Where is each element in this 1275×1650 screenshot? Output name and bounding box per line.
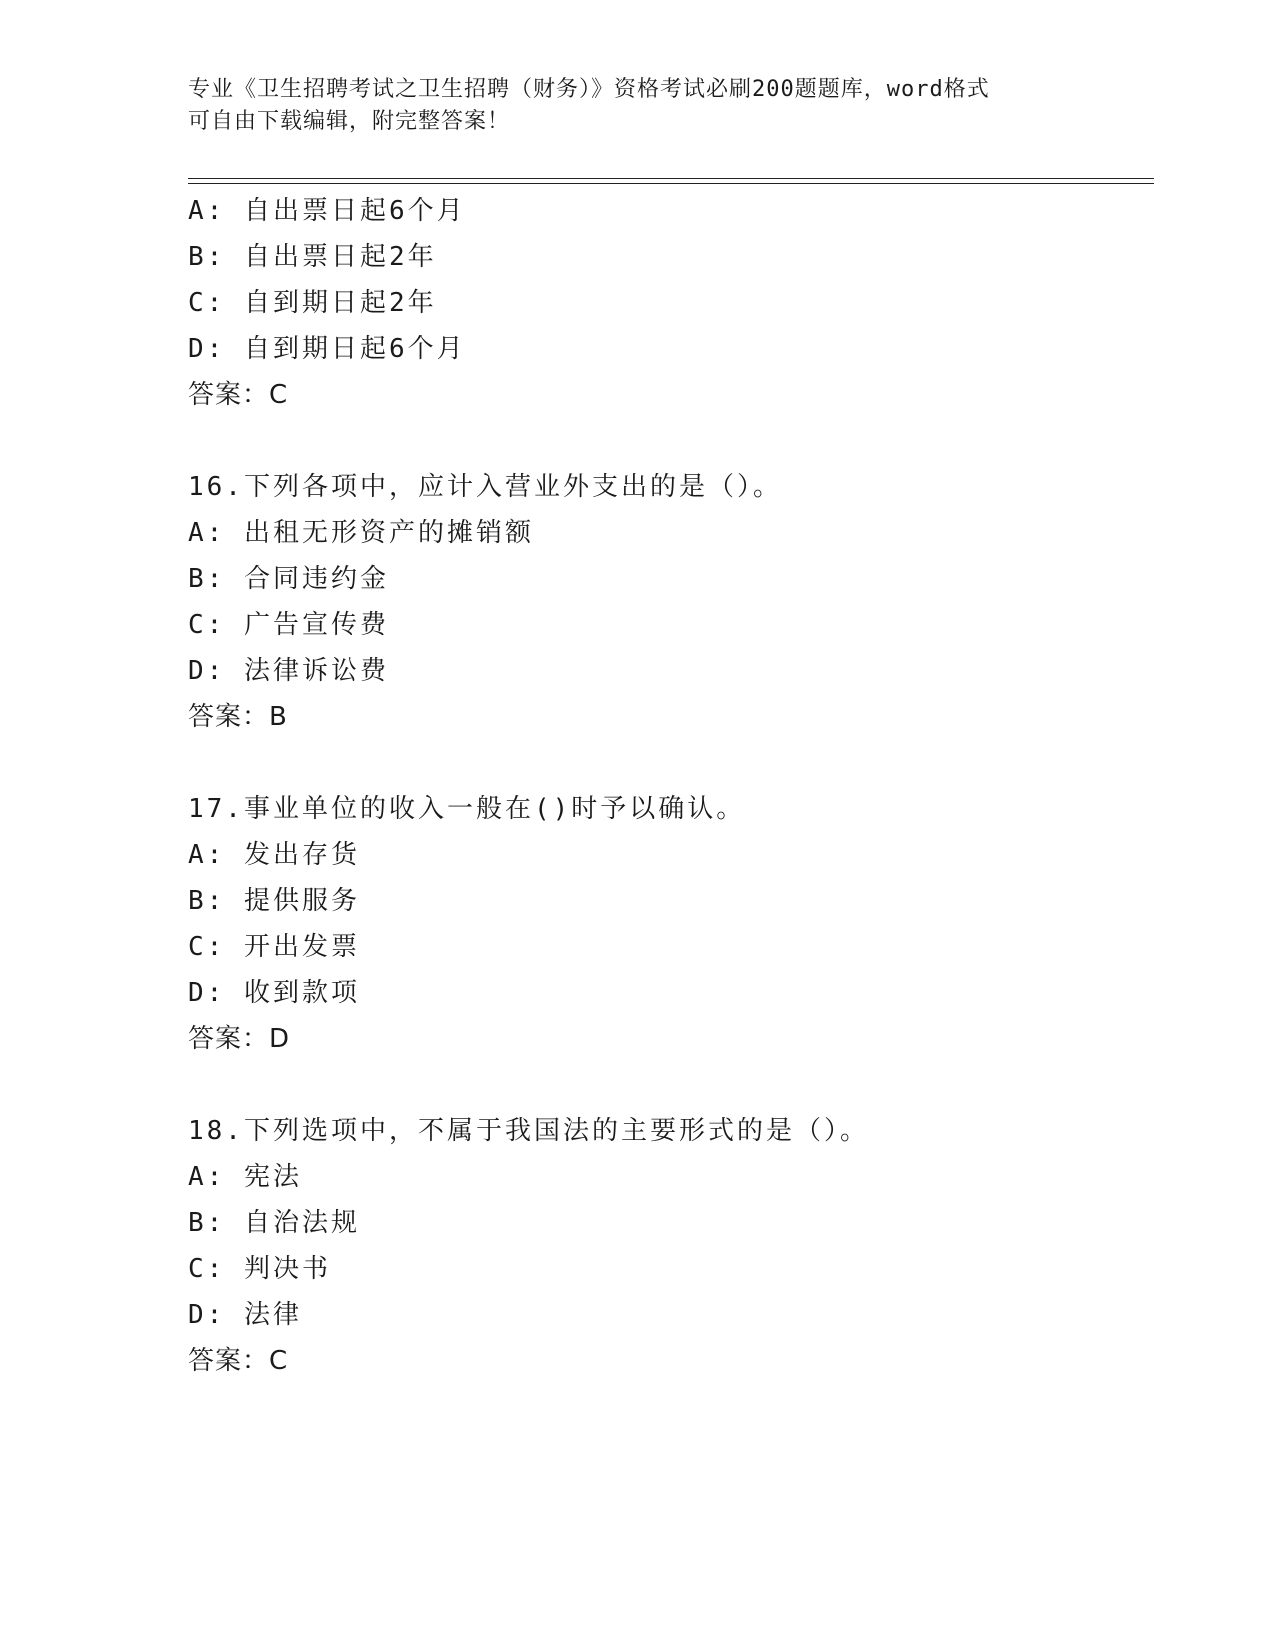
question-stem: 18.下列选项中，不属于我国法的主要形式的是（）。 bbox=[188, 1116, 869, 1146]
spacer bbox=[188, 740, 1148, 786]
header-title-line-2: 可自由下载编辑，附完整答案！ bbox=[188, 109, 511, 134]
option-d: D: 法律 bbox=[188, 1300, 302, 1330]
option-d: D: 法律诉讼费 bbox=[188, 656, 389, 686]
option-c: C: 自到期日起2年 bbox=[188, 288, 437, 318]
question-list bbox=[188, 188, 1148, 1384]
option-a: A: 出租无形资产的摊销额 bbox=[188, 518, 534, 548]
option-a: A: 发出存货 bbox=[188, 840, 360, 870]
option-b: B: 自出票日起2年 bbox=[188, 242, 437, 272]
option-b: B: 提供服务 bbox=[188, 886, 360, 916]
answer-line: 答案：B bbox=[188, 702, 288, 732]
option-c: C: 广告宣传费 bbox=[188, 610, 389, 640]
spacer bbox=[188, 418, 1148, 464]
option-d: D: 收到款项 bbox=[188, 978, 360, 1008]
option-b: B: 自治法规 bbox=[188, 1208, 360, 1238]
document-header bbox=[188, 74, 1088, 138]
option-c: C: 判决书 bbox=[188, 1254, 331, 1284]
question-stem: 17.事业单位的收入一般在()时予以确认。 bbox=[188, 794, 746, 824]
option-c: C: 开出发票 bbox=[188, 932, 360, 962]
question-16 bbox=[188, 464, 1148, 740]
header-divider-bottom bbox=[188, 183, 1154, 184]
header-divider-top bbox=[188, 178, 1154, 179]
option-a: A: 自出票日起6个月 bbox=[188, 196, 466, 226]
question-18 bbox=[188, 1108, 1148, 1384]
spacer bbox=[188, 1062, 1148, 1108]
answer-line: 答案：C bbox=[188, 1346, 289, 1376]
question-17 bbox=[188, 786, 1148, 1062]
answer-line: 答案：D bbox=[188, 1024, 291, 1054]
option-d: D: 自到期日起6个月 bbox=[188, 334, 466, 364]
option-b: B: 合同违约金 bbox=[188, 564, 389, 594]
answer-line: 答案：C bbox=[188, 380, 289, 410]
question-continued bbox=[188, 188, 1148, 418]
option-a: A: 宪法 bbox=[188, 1162, 302, 1192]
question-stem: 16.下列各项中，应计入营业外支出的是（）。 bbox=[188, 472, 782, 502]
header-title-line-1: 专业《卫生招聘考试之卫生招聘（财务）》资格考试必刷200题题库，word格式 bbox=[188, 77, 990, 102]
